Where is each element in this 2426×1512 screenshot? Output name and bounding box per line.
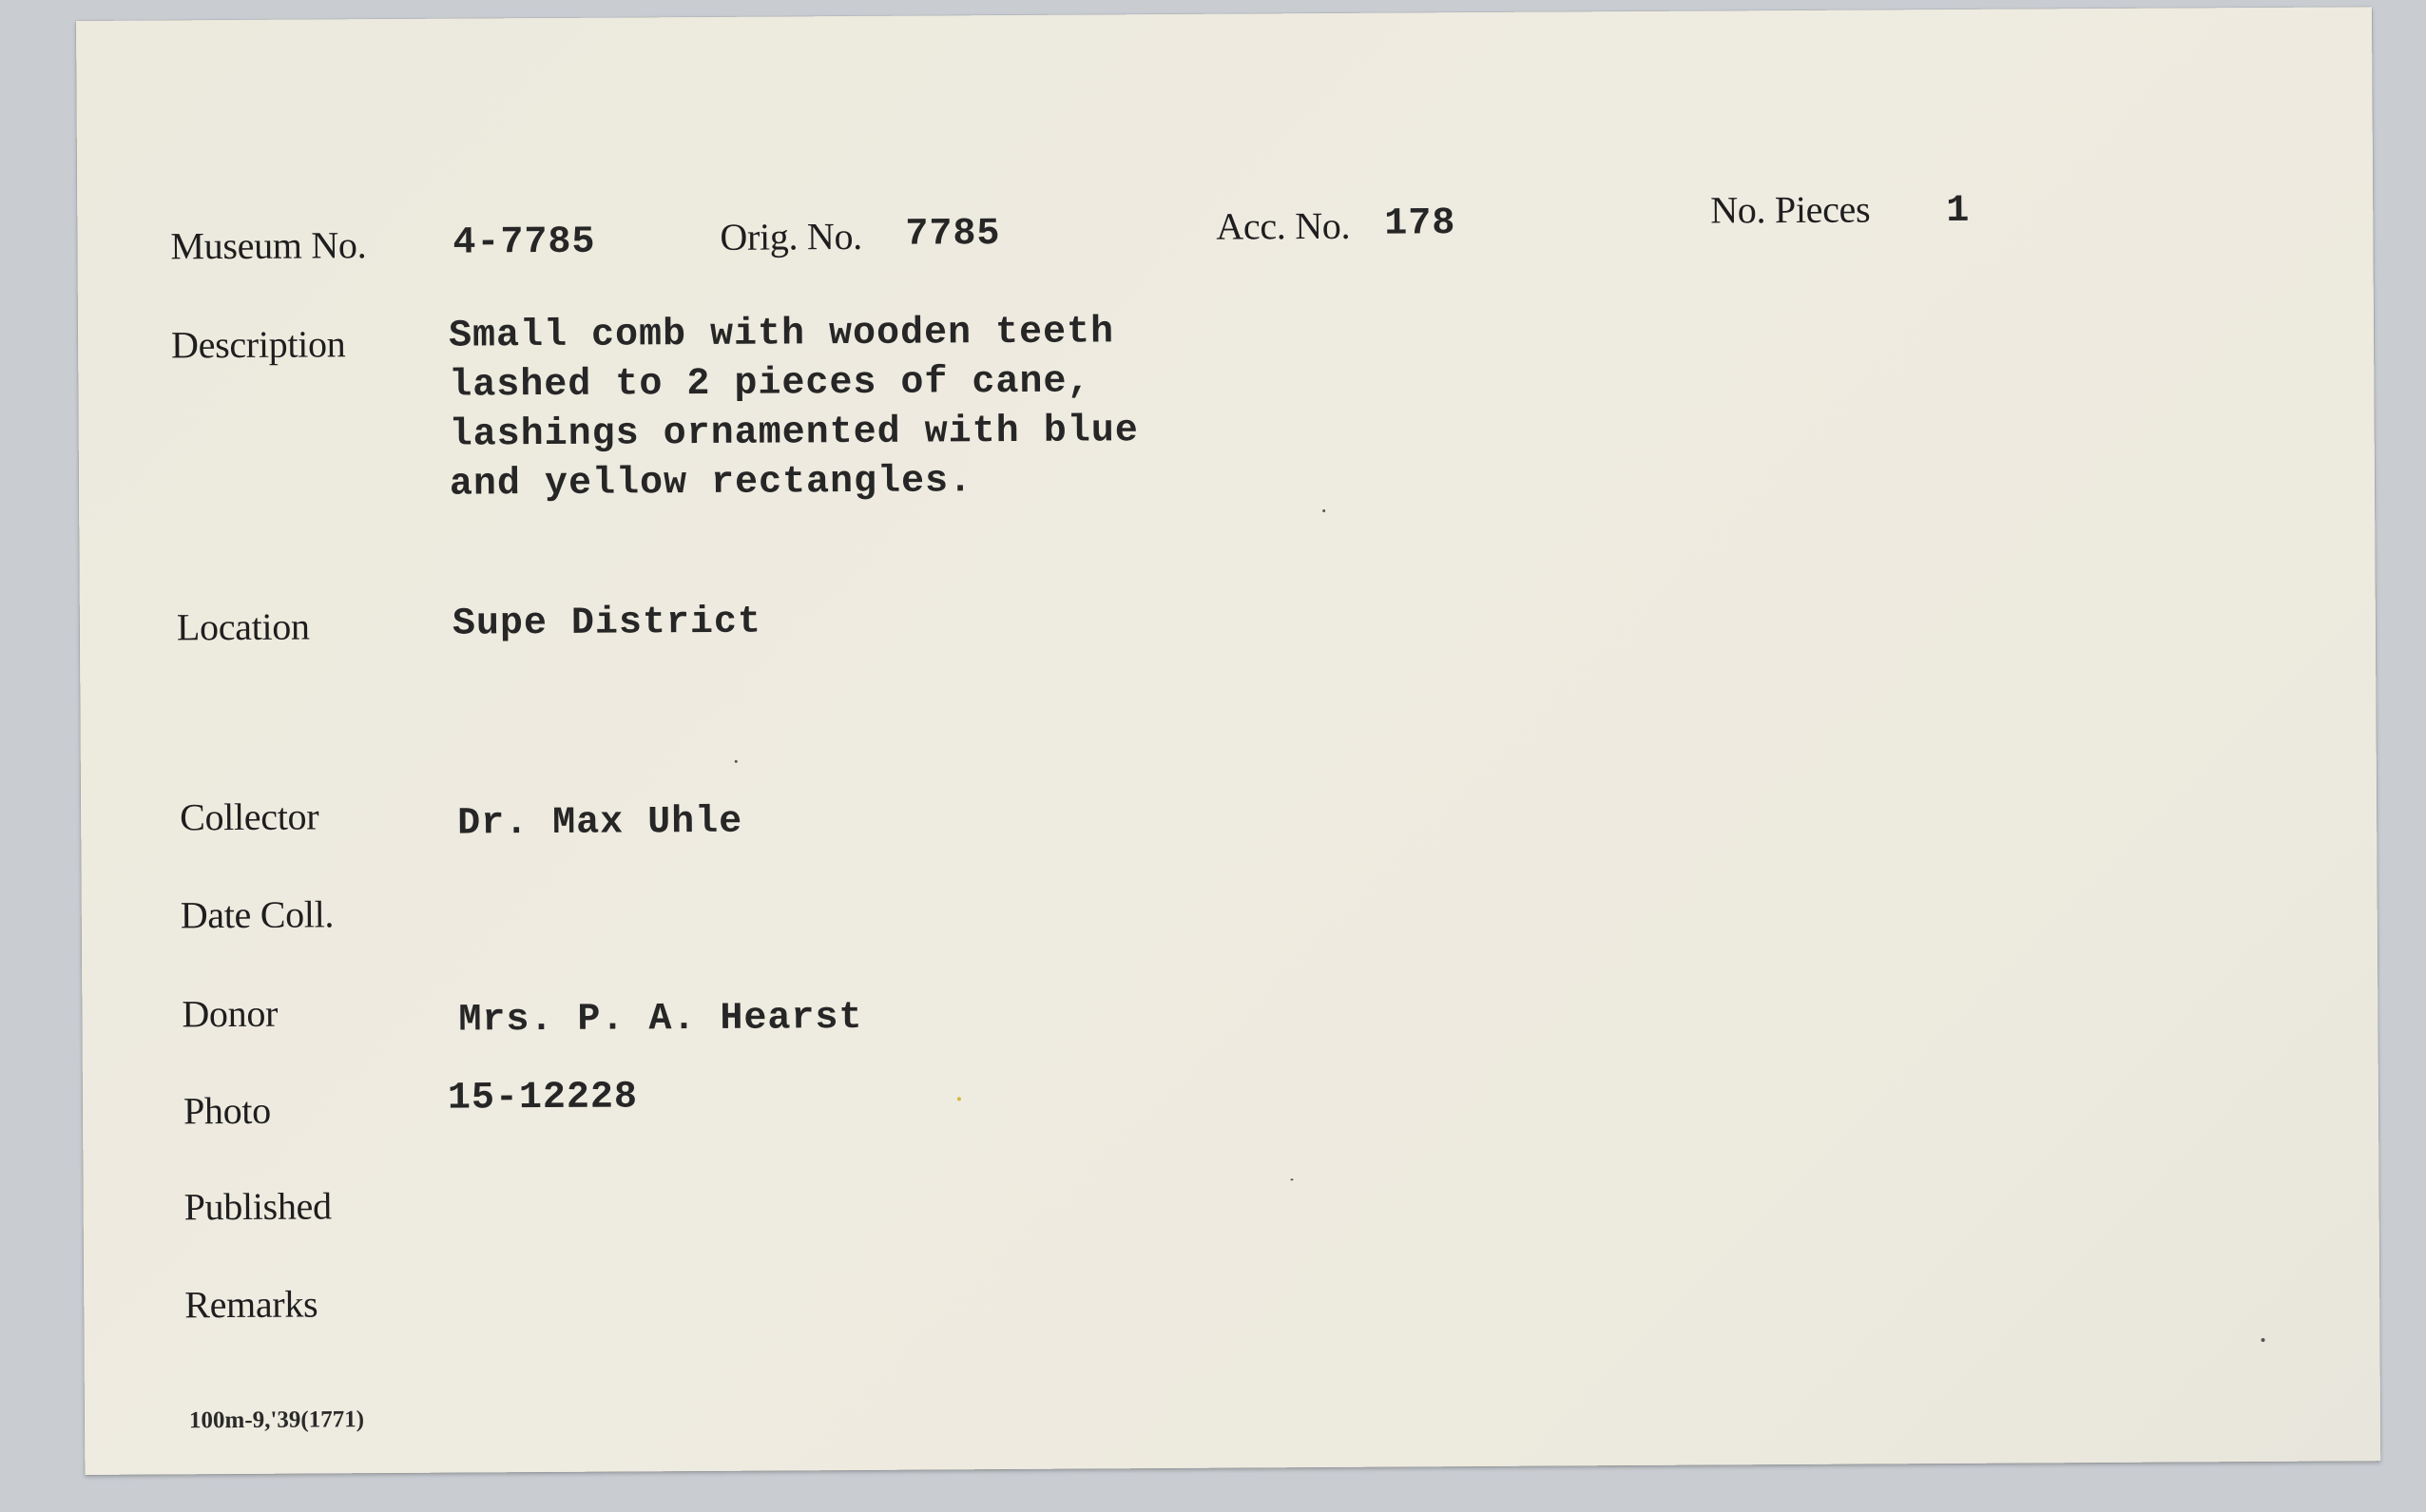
paper-speck — [2262, 1338, 2265, 1342]
description-line: Small comb with wooden teeth — [448, 311, 1115, 358]
donor-value: Mrs. P. A. Hearst — [458, 996, 863, 1043]
location-label: Location — [176, 604, 310, 649]
footer-print-code: 100m-9,'39(1771) — [188, 1407, 365, 1434]
date-coll-label: Date Coll. — [180, 892, 335, 937]
paper-speck — [735, 760, 738, 763]
description-line: lashings ornamented with blue — [449, 410, 1139, 457]
acc-no-value: 178 — [1384, 202, 1456, 246]
orig-no-value: 7785 — [905, 213, 1001, 257]
description-line: and yellow rectangles. — [449, 460, 973, 507]
no-pieces-label: No. Pieces — [1710, 187, 1871, 232]
paper-speck — [1322, 509, 1325, 512]
acc-no-label: Acc. No. — [1216, 203, 1351, 248]
description-label: Description — [170, 322, 346, 367]
museum-no-value: 4-7785 — [452, 220, 596, 265]
donor-label: Donor — [182, 991, 279, 1036]
catalog-card — [76, 7, 2380, 1475]
paper-speck — [957, 1097, 961, 1101]
paper-speck — [1290, 1178, 1293, 1180]
remarks-label: Remarks — [184, 1282, 318, 1327]
photo-label: Photo — [183, 1088, 272, 1133]
photo-value: 15-12228 — [447, 1076, 639, 1120]
collector-label: Collector — [179, 794, 319, 839]
location-value: Supe District — [452, 601, 762, 646]
published-label: Published — [183, 1184, 332, 1229]
description-line: lashed to 2 pieces of cane, — [449, 360, 1091, 408]
collector-value: Dr. Max Uhle — [457, 800, 743, 846]
museum-no-label: Museum No. — [170, 223, 367, 268]
orig-no-label: Orig. No. — [720, 214, 863, 258]
no-pieces-value: 1 — [1946, 189, 1971, 233]
description-value — [449, 311, 1139, 512]
